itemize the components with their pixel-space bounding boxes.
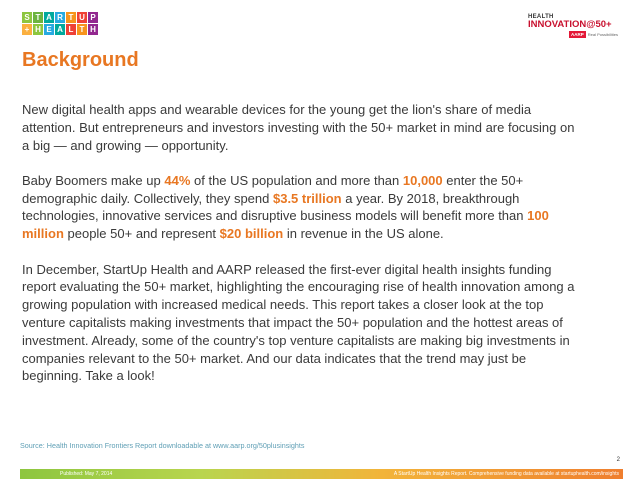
logo-letter-tile: S [22,12,32,23]
logo-letter-tile: L [66,24,76,35]
logo-letter-tile: U [77,12,87,23]
stat-highlight: $20 billion [219,226,284,242]
health-innovation-logo [528,14,618,38]
logo-letter-tile: P [88,12,98,23]
stat-highlight: $3.5 trillion [272,190,342,206]
logo-letter-tile: E [44,24,54,35]
aarp-tagline: Real Possibilities [587,32,618,37]
hi-logo-big-text: INNOVATION@50+ [528,19,612,30]
stats-text: people 50+ and represent [63,226,220,242]
stats-text: of the US population and more than [190,172,403,188]
stats-text: a year. By 2018, breakthrough technologies, innovative services and disruptive business models will benefit more than [22,190,528,224]
logo-letter-tile: A [55,24,65,35]
aarp-lockup [528,31,618,38]
stat-highlight: 44% [164,172,191,188]
stats-text: in revenue in the US alone. [283,226,444,242]
logo-letter-tile: T [33,12,43,23]
paragraph-stats [22,172,582,243]
logo-letter-tile: T [77,24,87,35]
stat-highlight: 10,000 [402,172,443,188]
logo-letter-tile: + [22,24,32,35]
source-note: Source: Health Innovation Frontiers Report downloadable at www.aarp.org/50plusinsights [20,441,305,450]
logo-letter-tile: T [66,12,76,23]
logo-letter-tile: R [55,12,65,23]
footer-report-note: A StartUp Health Insights Report. Comprehensive funding data available at startuphealth.com/insights [393,471,619,477]
stats-text: Baby Boomers make up [22,172,165,188]
footer-bar [20,469,623,479]
stat-highlight: 100 million [22,208,549,242]
aarp-badge: AARP [571,32,584,37]
stats-text: enter the 50+ demographic daily. Collectively, they spend [22,172,524,206]
logo-letter-tile: H [33,24,43,35]
page-number: 2 [616,457,620,463]
startup-health-logo [22,12,98,35]
hi-logo-small-text: HEALTH [528,14,554,20]
body-content [22,101,582,403]
footer-published-date: Published: May 7, 2014 [60,471,113,477]
paragraph-intro: New digital health apps and wearable devices for the young get the lion's share of media attention. But entrepreneurs and investors investing with the 50+ market in mind are focusing on a big — and growing — opportunity. [22,102,575,153]
logo-letter-tile: H [88,24,98,35]
page-title: Background [22,49,139,71]
paragraph-report: In December, StartUp Health and AARP released the first-ever digital health insights funding report evaluating the 50+ market, highlighting the encouraging rise of health innovation among a growing population with increased medical needs. This report takes a closer look at the top venture capitalists making investments that impact the 50+ population and the hottest areas of investment. Already, some of the country's top venture capitalists are making big investments in companies relevant to the 50+ market. And our data indicates that the trend may just be beginning. Take a look! [22,261,575,384]
logo-letter-tile: A [44,12,54,23]
